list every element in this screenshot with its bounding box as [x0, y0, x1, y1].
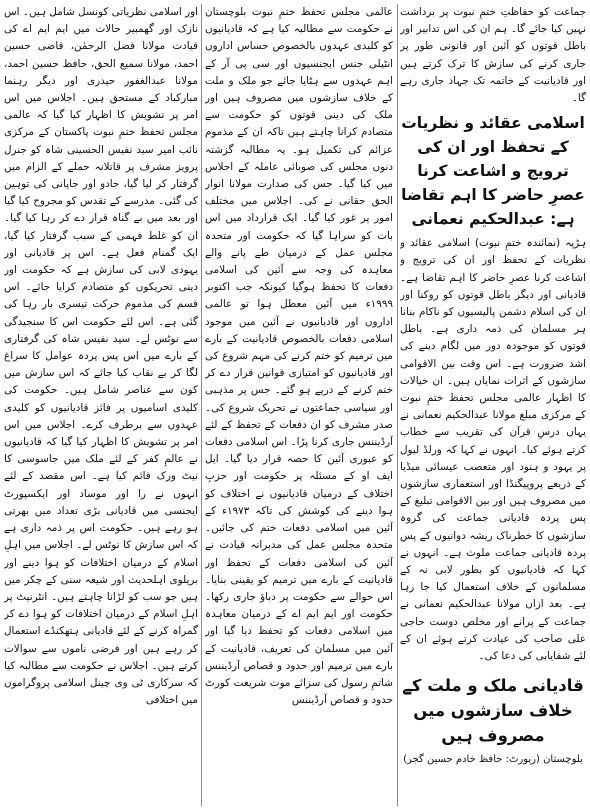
column-divider	[201, 4, 202, 806]
column-right	[400, 4, 586, 808]
column-left	[4, 4, 198, 808]
article-body-middle: عالمی مجلس تحفظ ختمِ نبوت بلوچستان نے حکومت سے مطالبہ کیا ہے کہ قادیانیوں کو کلیدی عہدوں بالخصوص حساس اداروں انٹیلی جنس ایجنسیوں اور سی پی آر کے اہم عہدوں سے ہٹایا جائے جو ملک و ملت کے خلاف سازشوں میں مصروف ہیں اور ملک کی دینی قوتوں کو حکومت سے متصادم کرانا چاہتے ہیں تاکہ ان کے مذموم عزائم کی تکمیل ہو۔ یہ مطالبہ گزشتہ دنوں مجلس کی صوبائی عاملہ کے اجلاس میں کیا گیا۔ جس کی صدارت مولانا انوار الحق حقانی نے کی۔ اجلاس میں مختلف امور پر غور کیا گیا۔ ایک قرارداد میں اس بات کو سراہا گیا کہ حکومت اور متحدہ مجلس عمل کے درمیان طے پانے والے معاہدہ کی وجہ سے آئین کی اسلامی دفعات کا تحفظ ہوگیا کیونکہ جب اکتوبر ۱۹۹۹ء میں آئین معطل ہوا تو عالمی اداروں اور قادیانیوں نے آئین میں موجود اسلامی دفعات بالخصوص قادیانیت کے بارے میں ترمیم کو ختم کرنے کی مہم شروع کی اور قادیانیوں کو امتیازی قوانین قرار دے کر ختم کرنے کے درپے ہو گئے۔ جس پر مذہبی اور سیاسی جماعتوں نے تحریک شروع کی۔ صدر مشرف کو ان دفعات کے تحفظ کے لئے آرڈیننس جاری کرنا پڑا۔ اس اسلامی دفعات کو عبوری آئین کا حصہ قرار دیا گیا۔ ایل ایف او کے مسئلہ پر حکومت اور حزبِ اختلاف کے درمیان قادیانیوں نے اختلاف کو ہوا دینے کی کوشش کی تاکہ ۱۹۷۳ء کے آئین میں اسلامی دفعات ختم کی جائیں۔ متحدہ مجلس عمل کی مدبرانہ قیادت نے آئین کی اسلامی دفعات کے تحفظ اور قادیانیت کے بارے میں ترمیم کو یقینی بنایا۔ اس حوالے سے حکومت پر دباؤ جاری رکھا۔ حکومت اور ایم ایم اے کے درمیان معاہدہ میں اسلامی دفعات کو تحفظ دیا گیا اور آئین میں مسلمان کی تعریف، قادیانیت کے بارے میں ترمیم اور حدود و قصاص آرڈیننس شاتمِ رسول کی سزائے موت شریعت کورٹ حدود و قصاص آرڈیننس	[205, 6, 393, 707]
headline-qadiani: قادیانی ملک و ملت کے خلاف سازشوں میں مصروف ہیں	[402, 676, 584, 746]
lead-paragraph: جماعت کو حفاظتِ ختمِ نبوت پر برداشت نہیں کیا جائے گا۔ ہم ان کی اس تدابیر اور باطل قوتوں کو آئین اور قانونی طور پر جاری کرنے کی سازش کا ترک کرتے ہیں اور قادیانیت کے خاتمہ تک جہاد جاری رہے گا۔	[400, 6, 586, 105]
column-middle	[205, 4, 393, 808]
headline-nomani: اسلامی عقائد و نظریات کے تحفظ اور ان کی ترویج و اشاعت کرنا عصرِ حاضر کا اہم تقاضا ہے: عبدالحکیم نعمانی	[401, 114, 585, 229]
article-body-left: اور اسلامی نظریاتی کونسل شامل ہیں۔ اس نازک اور گھمبیر حالات میں ایم ایم اے کی قیادت مولانا فضل الرحمٰن، قاضی حسین احمد، مولانا سمیع الحق، حافظ حسین احمد، مولانا عبدالغفور حیدری اور دیگر رہنما مبارکباد کے مستحق ہیں۔ اجلاس میں اس امر پر تشویش کا اظہار کیا گیا کہ عالمی مجلس تحفظ ختمِ نبوت پاکستان کے مرکزی نائب امیر سید نفیس الحسینی شاہ کو جنرل پرویز مشرف پر قاتلانہ حملے کے الزام میں گرفتار کر لیا گیا، جادو اور جاپانی کی توہین کی گئی۔ مدرسے کے تقدس کو مجروح کیا گیا اور بعد میں بے گناہ قرار دے کر رہا کیا گیا۔ ان کو غلط فہمی کے سبب گرفتار کیا گیا، ایک گمنام فعل ہے۔ اس پر قادیانی اور یہودی لابی کی سازش ہے کہ حکومت اور دینی تحریکوں کو متصادم کرایا جائے۔ اس قسم کی مذموم حرکت تیسری بار رہا کی گئی ہے۔ اس لئے حکومت اس کا سنجیدگی سے نوٹس لے۔ سید نفیس شاہ کی گرفتاری کے بارے میں اس پس پردہ عوامل کا سراغ لگا کر بے نقاب کیا جائے کہ اس سازش میں کون سے عناصر شامل ہیں۔ حکومت کی کلیدی اسامیوں پر فائز قادیانیوں کو کلیدی عہدوں سے برطرف کرے۔ اجلاس میں اس امر پر تشویش کا اظہار کیا گیا کہ قادیانیوں نے عالمِ کفر کے لئے ملک میں جاسوسی کا نیٹ ورک قائم کیا ہے۔ اس مقصد کے لئے انہوں نے را اور موساد اور ایکسپورٹ ایجنسی میں قادیانی بڑی تعداد میں بھرتی ہو رہے ہیں۔ حکومت اس پر ذمہ داری ہے کہ اس سازش کا نوٹس لے۔ اجلاس میں اہلِ اسلام کے درمیان اختلافات کو ہوا دینے اور بریلوی اہلحدیث اور شیعہ سنی کے چکر میں ہیں جو سب کو لڑانا چاہتے ہیں۔ انٹرنیٹ پر اہلِ اسلام کے درمیان اختلافات کو ہوا دے کر گمراہ کرنے کے لئے قادیانی ہتھکنڈے استعمال کر رہے ہیں اور فرضی ناموں سے سوالات کرتے ہیں۔ اجلاس نے حکومت سے مطالبہ کیا کہ سرکاری ٹی وی چینل اسلامی پروگراموں میں اختلافی	[4, 6, 198, 707]
byline: بلوچستان (رپورٹ: حافظ خادم حسین گجر)	[403, 754, 583, 766]
article-body-nomani: ہڑپہ (نمائندہ ختمِ نبوت) اسلامی عقائد و نظریات کے تحفظ اور ان کی ترویج و اشاعت کرنا عصرِ حاضر کا اہم تقاضا ہے۔ قادیانی اور دیگر باطل قوتوں کو روکنا اور ان کی اسلام دشمن پالیسیوں کو ناکام بنانا ہر مسلمان کی ذمہ داری ہے۔ باطل قوتوں کو موجودہ دور میں لگام دینے کی اشد ضرورت ہے۔ اس وقت بین الاقوامی سازشوں کے اثرات نمایاں ہیں۔ ان خیالات کا اظہار عالمی مجلس تحفظ ختمِ نبوت کے مرکزی مبلغ مولانا عبدالحکیم نعمانی نے یہاں درسِ قرآن کی تقریب سے خطاب کرتے ہوئے کیا۔ انہوں نے کہا کہ ورلڈ لیول پر یہود و ہنود اور متعصب عیسائی میڈیا کے ذریعے پروپیگنڈا اور استعماری سازشوں میں مصروف ہیں اور بین الاقوامی تبلیغ کے پس پردہ قادیانی جماعت کی گروہ سازشوں کا خطرناک ریشہ دوانیوں کے پس پردہ قادیانی جماعت ملوث ہے۔ انہوں نے کہا کہ قادیانیوں کو بطور لابی نہ کے مسلمانوں کے خلاف استعمال کیا جا رہا ہے۔ بعد ازاں مولانا عبدالحکیم نعمانی نے جماعت کے پرانے اور مخلص دوست حاجی علی صاحب کی عیادت کرتے ہوئے ان کے لئے شفایابی کی دعا کی۔	[400, 237, 586, 663]
column-divider	[397, 4, 398, 806]
